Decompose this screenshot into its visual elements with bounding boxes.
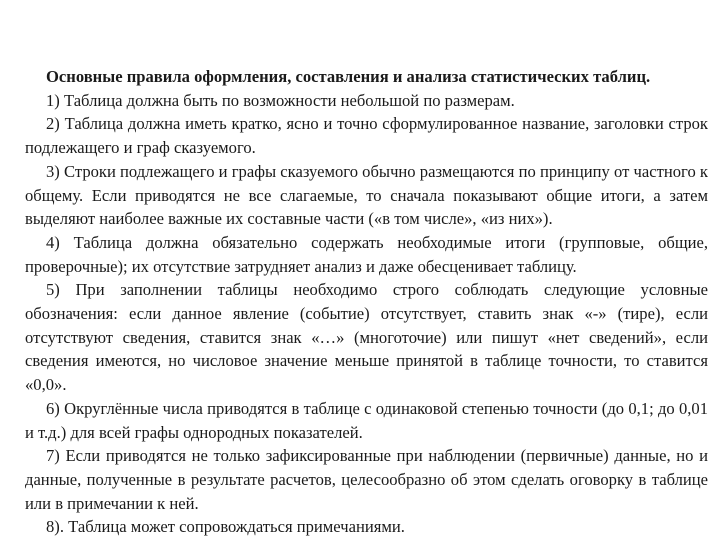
rule-3: 3) Строки подлежащего и графы сказуемого обычно размещаются по принципу от частного к общему. Если приводятся не все слагаемые, то сначала показывают общие итоги, а затем выделяют наиболее важные их составные части («в том числе», «из них»). xyxy=(25,161,708,229)
rule-7: 7) Если приводятся не только зафиксированные при наблюдении (первичные) данные, но и данные, полученные в результате расчетов, целесообразно об этом сделать оговорку в таблице или в примечании к ней. xyxy=(25,446,708,513)
rule-6: 6) Округлённые числа приводятся в таблице с одинаковой степенью точности (до 0,1; до 0,01 и т.д.) для всей графы однородных показателей. xyxy=(25,398,708,442)
rule-1: 1) Таблица должна быть по возможности небольшой по размерам. xyxy=(46,90,515,110)
document-title: Основные правила оформления, составления и анализа статистических таблиц. xyxy=(46,67,651,86)
rule-4: 4) Таблица должна обязательно содержать необходимые итоги (групповые, общие, проверочные); их отсутствие затрудняет анализ и даже обесценивает таблицу. xyxy=(25,232,708,276)
rule-5: 5) При заполнении таблицы необходимо строго соблюдать следующие условные обозначения: если данное явление (событие) отсутствует, ставить знак «-» (тире), если отсутствуют сведения, ставится знак «…» (многоточие) или пишут «нет сведений», если сведения имеются, но числовое значение меньше принятой в таблице точности, то ставится «0,0». xyxy=(25,280,708,395)
document-body xyxy=(25,65,708,539)
rule-2: 2) Таблица должна иметь кратко, ясно и точно сформулированное название, заголовки строк подлежащего и граф сказуемого. xyxy=(25,114,708,158)
rule-8: 8). Таблица может сопровождаться примечаниями. xyxy=(46,517,405,537)
